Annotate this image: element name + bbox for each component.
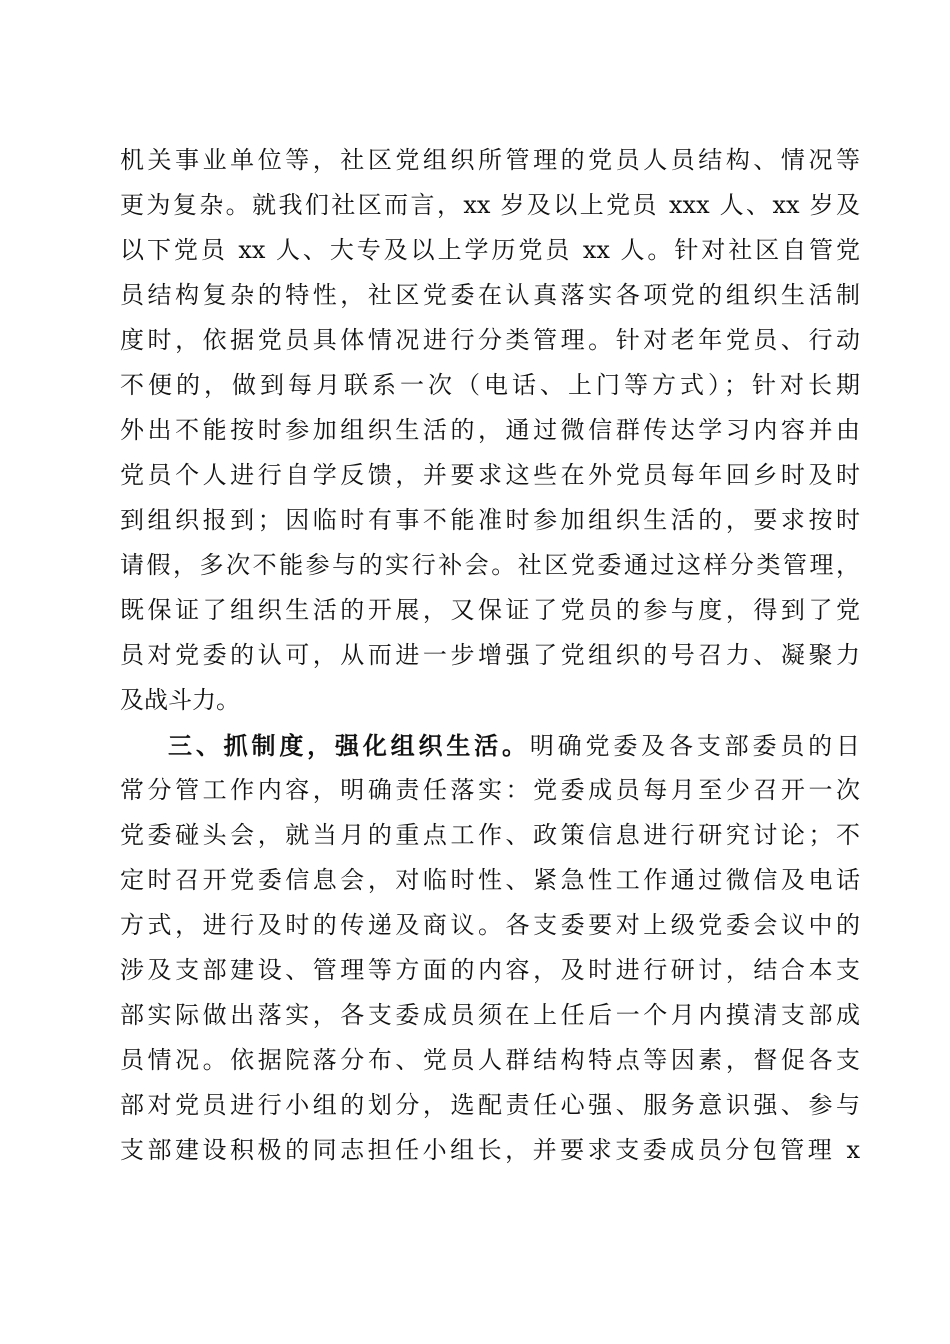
text-line: 请假，多次不能参与的实行补会。社区党委通过这样分类管理，	[120, 551, 860, 579]
text-line: 常分管工作内容，明确责任落实：党委成员每月至少召开一次	[120, 776, 860, 804]
text-line: 员结构复杂的特性，社区党委在认真落实各项党的组织生活制	[120, 281, 860, 309]
text-line: 及战斗力。	[120, 686, 240, 714]
document-body	[120, 138, 860, 1173]
text-line: 部对党员进行小组的划分，选配责任心强、服务意识强、参与	[120, 1091, 860, 1119]
section-first-line-text: 明确党委及各支部委员的日	[529, 732, 861, 760]
text-line: 员对党委的认可，从而进一步增强了党组织的号召力、凝聚力	[120, 641, 860, 669]
text-line: 党员个人进行自学反馈，并要求这些在外党员每年回乡时及时	[120, 461, 860, 489]
text-line: 方式，进行及时的传递及商议。各支委要对上级党委会议中的	[120, 911, 860, 939]
text-line: 既保证了组织生活的开展，又保证了党员的参与度，得到了党	[120, 596, 860, 624]
paragraph-system-building	[120, 723, 860, 1173]
paragraph-member-management	[120, 138, 860, 723]
text-line: 机关事业单位等，社区党组织所管理的党员人员结构、情况等	[120, 146, 860, 174]
text-line: 外出不能按时参加组织生活的，通过微信群传达学习内容并由	[120, 416, 860, 444]
text-line: 到组织报到；因临时有事不能准时参加组织生活的，要求按时	[120, 506, 860, 534]
text-line: 员情况。依据院落分布、党员人群结构特点等因素，督促各支	[120, 1046, 860, 1074]
text-line-first	[120, 723, 860, 768]
text-line: 以下党员 xx 人、大专及以上学历党员 xx 人。针对社区自管党	[120, 236, 860, 264]
text-line: 支部建设积极的同志担任小组长，并要求支委成员分包管理 x	[120, 1136, 860, 1164]
text-line: 更为复杂。就我们社区而言，xx 岁及以上党员 xxx 人、xx 岁及	[120, 191, 860, 219]
text-line: 度时，依据党员具体情况进行分类管理。针对老年党员、行动	[120, 326, 860, 354]
section-heading: 三、抓制度，强化组织生活。	[168, 731, 530, 760]
text-line: 定时召开党委信息会，对临时性、紧急性工作通过微信及电话	[120, 866, 860, 894]
text-line: 不便的，做到每月联系一次（电话、上门等方式）；针对长期	[120, 371, 860, 399]
text-line: 部实际做出落实，各支委成员须在上任后一个月内摸清支部成	[120, 1001, 860, 1029]
text-line: 涉及支部建设、管理等方面的内容，及时进行研讨，结合本支	[120, 956, 860, 984]
text-line: 党委碰头会，就当月的重点工作、政策信息进行研究讨论；不	[120, 821, 860, 849]
